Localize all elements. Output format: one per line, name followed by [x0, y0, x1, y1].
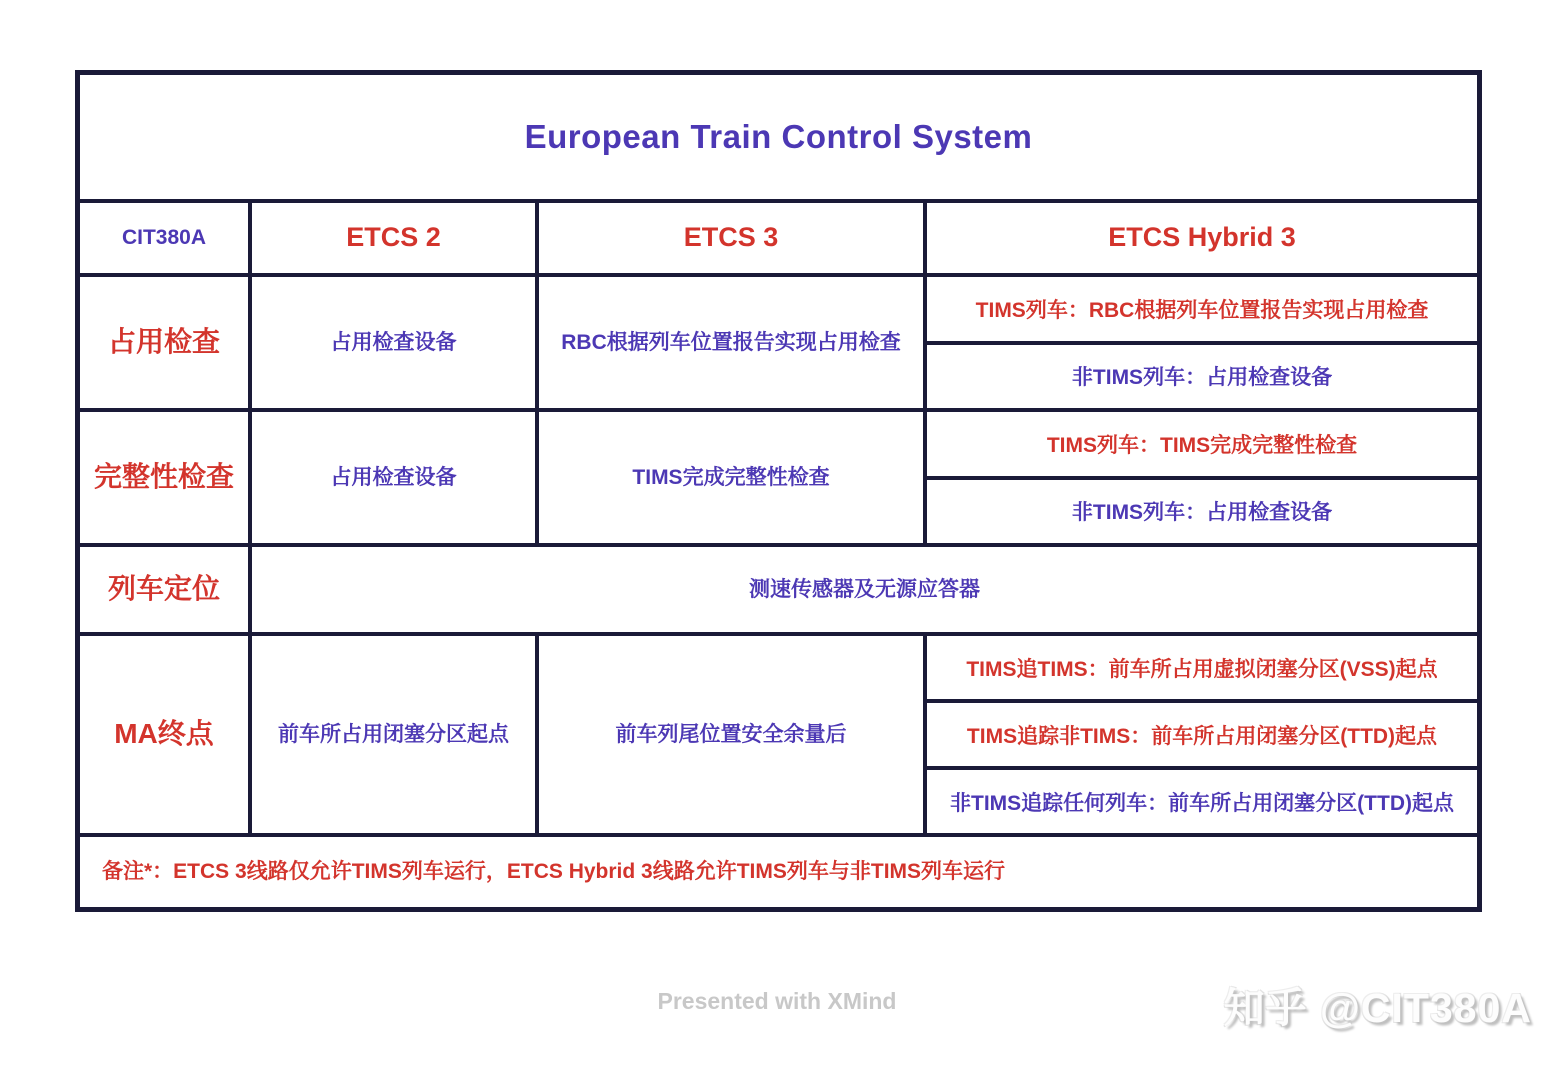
occupancy-hybrid-nontims-cell: 非TIMS列车：占用检查设备: [927, 345, 1477, 409]
ma-end-hybrid-cell-group: [927, 636, 1477, 833]
column-header-etcs-hybrid3: ETCS Hybrid 3: [927, 203, 1477, 273]
footnote: 备注*：ETCS 3线路仅允许TIMS列车运行，ETCS Hybrid 3线路允许TIMS列车与非TIMS列车运行: [80, 837, 1477, 907]
column-header-etcs2: ETCS 2: [252, 203, 535, 273]
integrity-hybrid-tims-cell: TIMS列车：TIMS完成完整性检查: [927, 412, 1477, 476]
ma-end-hybrid-tims-tims-cell: TIMS追TIMS：前车所占用虚拟闭塞分区(VSS)起点: [927, 636, 1477, 699]
ma-end-hybrid-tims-nontims-cell: TIMS追踪非TIMS：前车所占用闭塞分区(TTD)起点: [927, 703, 1477, 766]
occupancy-etcs3-cell: RBC根据列车位置报告实现占用检查: [539, 277, 923, 408]
integrity-etcs2-cell: 占用检查设备: [252, 412, 535, 543]
ma-end-hybrid-nontims-any-cell: 非TIMS追踪任何列车：前车所占用闭塞分区(TTD)起点: [927, 770, 1477, 833]
row-label-positioning: 列车定位: [80, 547, 248, 632]
occupancy-hybrid-cell-group: [927, 277, 1477, 408]
etcs-comparison-table: [75, 70, 1482, 912]
xmind-watermark: Presented with XMind: [657, 988, 897, 1014]
row-label-integrity: 完整性检查: [80, 412, 248, 543]
ma-end-etcs2-cell: 前车所占用闭塞分区起点: [252, 636, 535, 833]
row-label-ma-end: MA终点: [80, 636, 248, 833]
ma-end-etcs3-cell: 前车列尾位置安全余量后: [539, 636, 923, 833]
corner-label: CIT380A: [80, 203, 248, 273]
integrity-etcs3-cell: TIMS完成完整性检查: [539, 412, 923, 543]
integrity-hybrid-cell-group: [927, 412, 1477, 543]
table-title: European Train Control System: [80, 75, 1477, 199]
integrity-hybrid-nontims-cell: 非TIMS列车：占用检查设备: [927, 480, 1477, 544]
zhihu-watermark: 知乎 @CIT380A: [1223, 985, 1532, 1031]
column-header-etcs3: ETCS 3: [539, 203, 923, 273]
occupancy-etcs2-cell: 占用检查设备: [252, 277, 535, 408]
occupancy-hybrid-tims-cell: TIMS列车：RBC根据列车位置报告实现占用检查: [927, 277, 1477, 341]
positioning-all-columns-cell: 测速传感器及无源应答器: [252, 547, 1477, 632]
row-label-occupancy: 占用检查: [80, 277, 248, 408]
